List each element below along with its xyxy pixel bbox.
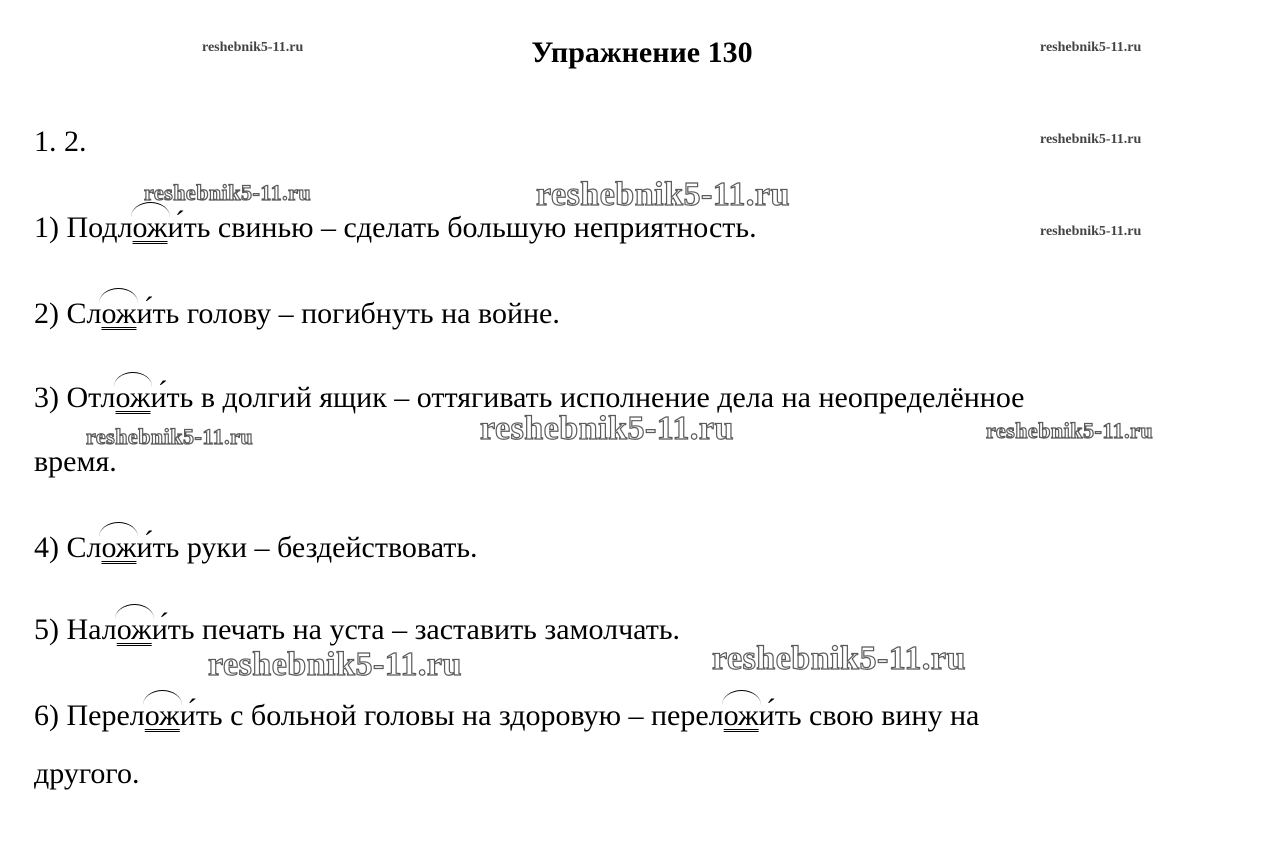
item-continuation: другого. (34, 757, 140, 790)
item-text-after: и́ть с больной головы на здоровую – перел (179, 699, 724, 732)
list-item (34, 612, 680, 648)
watermark: reshebnik5-11.ru (1040, 224, 1142, 239)
item-text-after: и́ть свинью – сделать большую неприятность. (167, 211, 757, 244)
item-number: 1) (34, 211, 59, 244)
watermark: reshebnik5-11.ru (480, 410, 734, 447)
item-number: 3) (34, 381, 59, 414)
item-text-after: и́ть печать на уста – заставить замолчать. (151, 613, 680, 646)
word-root: ож (132, 211, 168, 244)
list-item (34, 210, 757, 246)
item-text-before: Отл (59, 381, 116, 414)
list-item (34, 530, 478, 566)
watermark: reshebnik5-11.ru (86, 424, 254, 449)
item-text-after: и́ть руки – бездействовать. (136, 531, 478, 564)
item-text-before: Подл (59, 211, 133, 244)
item-number: 5) (34, 613, 59, 646)
watermark: reshebnik5-11.ru (144, 180, 312, 205)
item-text-after: и́ть в долгий ящик – оттягивать исполнение дела на неопределённое (150, 381, 1025, 414)
watermark: reshebnik5-11.ru (536, 176, 790, 213)
list-item (34, 296, 560, 332)
word-root: ож (115, 381, 151, 414)
word-root: ож (144, 699, 180, 732)
watermark: reshebnik5-11.ru (712, 640, 966, 677)
item-text-after: и́ть свою вину на (758, 699, 980, 732)
word-root: ож (116, 613, 152, 646)
task-number: 1. 2. (34, 125, 87, 158)
item-text-before: Нал (59, 613, 117, 646)
list-item (34, 698, 979, 734)
word-root: ож (101, 531, 137, 564)
page-title: Упражнение 130 (531, 36, 753, 69)
item-number: 4) (34, 531, 59, 564)
watermark: reshebnik5-11.ru (208, 646, 462, 683)
item-number: 2) (34, 297, 59, 330)
item-text-before: Сл (59, 297, 102, 330)
word-root: ож (101, 297, 137, 330)
item-number: 6) (34, 699, 59, 732)
item-text-after: и́ть голову – погибнуть на войне. (136, 297, 560, 330)
item-continuation: время. (34, 445, 117, 478)
watermark: reshebnik5-11.ru (1040, 40, 1142, 55)
watermark: reshebnik5-11.ru (986, 418, 1154, 443)
word-root: ож (723, 699, 759, 732)
watermark: reshebnik5-11.ru (1040, 132, 1142, 147)
watermark: reshebnik5-11.ru (202, 40, 304, 55)
item-text-before: Сл (59, 531, 102, 564)
item-text-before: Перел (59, 699, 145, 732)
